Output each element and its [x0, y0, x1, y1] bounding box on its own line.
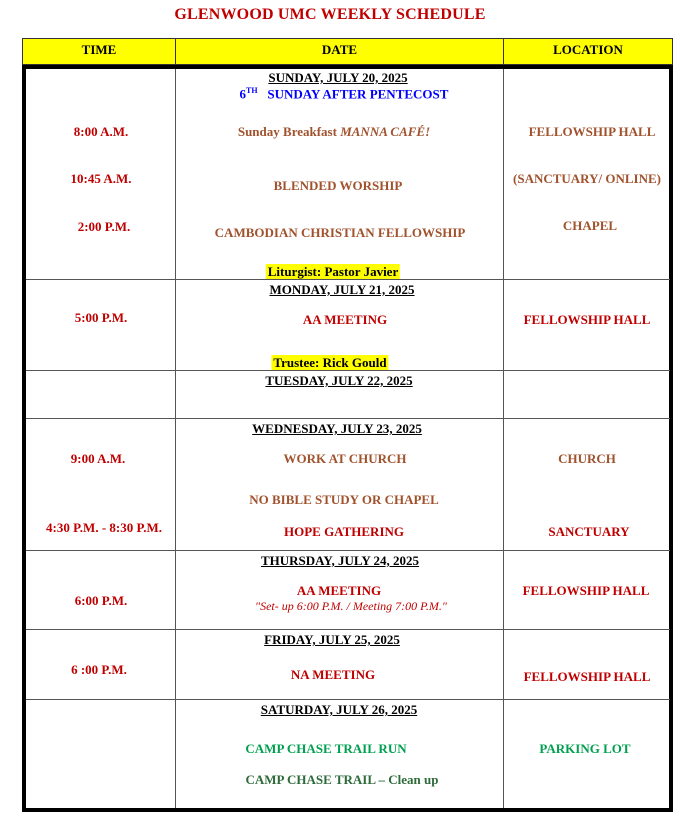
day-date-sunday: SUNDAY, JULY 20, 2025 [268, 70, 408, 85]
event-name: BLENDED WORSHIP [273, 178, 403, 193]
day-date-thursday: THURSDAY, JULY 24, 2025 [260, 553, 420, 568]
header-time: TIME [22, 38, 176, 65]
event-location: CHURCH [558, 451, 616, 466]
event-location: FELLOWSHIP HALL [523, 669, 651, 684]
header-date: DATE [175, 38, 504, 65]
row-divider [26, 550, 670, 551]
page-title: GLENWOOD UMC WEEKLY SCHEDULE [174, 6, 486, 23]
day-date-friday: FRIDAY, JULY 25, 2025 [264, 632, 400, 647]
day-date-saturday: SATURDAY, JULY 26, 2025 [260, 702, 418, 717]
day-date-tuesday: TUESDAY, JULY 22, 2025 [265, 373, 413, 388]
event-time: 4:30 P.M. - 8:30 P.M. [45, 520, 163, 535]
event-time: 5:00 P.M. [74, 310, 128, 325]
event-name: CAMP CHASE TRAIL – Clean up [245, 772, 439, 787]
sunday-occasion: 6TH SUNDAY AFTER PENTECOST [239, 86, 449, 102]
event-time: 10:45 A.M. [70, 171, 132, 186]
event-location: SANCTUARY [548, 524, 630, 539]
event-time: 2:00 P.M. [77, 219, 131, 234]
event-time: 9:00 A.M. [70, 451, 126, 466]
event-name: AA MEETING [296, 583, 382, 598]
event-location: FELLOWSHIP HALL [522, 583, 650, 598]
day-date-wednesday: WEDNESDAY, JULY 23, 2025 [252, 421, 422, 436]
sunday-note: Liturgist: Pastor Javier [267, 264, 399, 279]
event-name: WORK AT CHURCH [283, 451, 407, 466]
event-name: NA MEETING [290, 667, 376, 682]
event-time: 6:00 P.M. [74, 593, 128, 608]
event-location: (SANCTUARY/ ONLINE) [513, 171, 661, 186]
row-divider [26, 629, 670, 630]
event-name: CAMBODIAN CHRISTIAN FELLOWSHIP [214, 225, 466, 240]
column-divider [503, 69, 504, 808]
monday-note: Trustee: Rick Gould [273, 355, 387, 370]
event-location: PARKING LOT [539, 741, 631, 756]
event-name: CAMP CHASE TRAIL RUN [245, 741, 407, 756]
event-name: HOPE GATHERING [283, 524, 405, 539]
header-location: LOCATION [503, 38, 673, 65]
event-detail: "Set- up 6:00 P.M. / Meeting 7:00 P.M." [255, 599, 447, 613]
event-name: AA MEETING [302, 312, 388, 327]
event-location: FELLOWSHIP HALL [523, 312, 651, 327]
event-location: FELLOWSHIP HALL [528, 124, 656, 139]
event-location: CHAPEL [562, 218, 618, 233]
row-divider [26, 699, 670, 700]
row-divider [26, 418, 670, 419]
column-divider [175, 69, 176, 808]
event-name: Sunday Breakfast MANNA CAFÉ! [237, 124, 431, 139]
event-time: 8:00 A.M. [73, 124, 129, 139]
event-name: NO BIBLE STUDY OR CHAPEL [249, 492, 439, 507]
event-time: 6 :00 P.M. [71, 662, 127, 677]
day-date-monday: MONDAY, JULY 21, 2025 [269, 282, 415, 297]
